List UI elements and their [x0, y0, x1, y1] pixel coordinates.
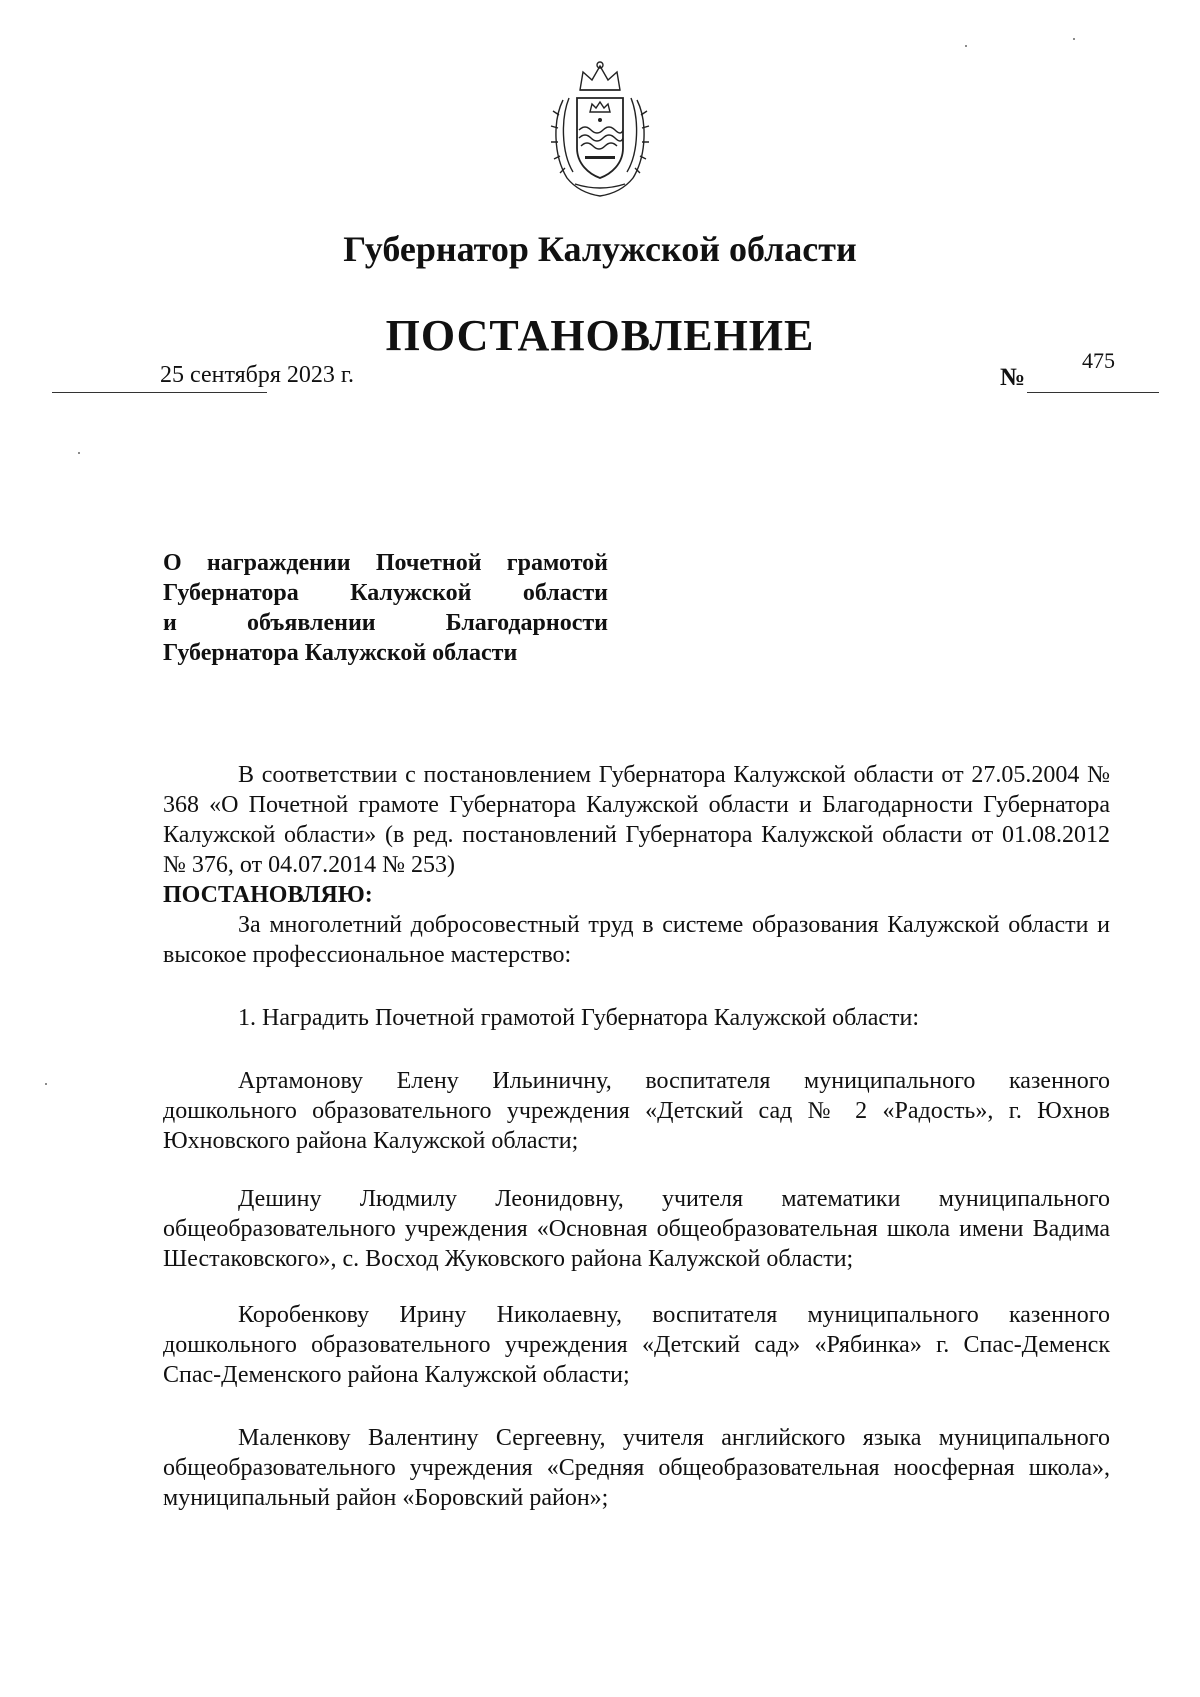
number-sign: № [1000, 364, 1026, 391]
resolve-heading: ПОСТАНОВЛЯЮ: [163, 882, 373, 908]
awardee-entry: Коробенкову Ирину Николаевну, воспитателя муниципального казенного дошкольного образовательного учреждения «Детский сад» «Рябинка» г. Спас-Деменск Спас-Деменского района Калужской области; [163, 1302, 1110, 1388]
scan-speck [1073, 38, 1075, 40]
issuing-authority: Губернатор Калужской области [343, 229, 857, 269]
reason-paragraph: За многолетний добросовестный труд в системе образования Калужской области и высокое профессиональное мастерство: [163, 912, 1110, 968]
date-underline [52, 392, 267, 393]
scan-speck [78, 452, 80, 454]
document-type-title: ПОСТАНОВЛЕНИЕ [385, 311, 815, 360]
item-1-heading: 1. Наградить Почетной грамотой Губернатора Калужской области: [238, 1005, 920, 1031]
awardee-entry: Артамонову Елену Ильиничну, воспитателя муниципального казенного дошкольного образовательного учреждения «Детский сад № 2 «Радость», г. Юхнов Юхновского района Калужской области; [163, 1068, 1110, 1154]
subject-line: Губернатора Калужской области [163, 640, 518, 666]
document-subject [163, 548, 608, 668]
coat-of-arms-emblem [545, 60, 655, 200]
number-underline [1027, 392, 1159, 393]
subject-line: Губернатора Калужской области [163, 580, 608, 606]
scan-speck [965, 45, 967, 47]
preamble-paragraph: В соответствии с постановлением Губернатора Калужской области от 27.05.2004 № 368 «О Почетной грамоте Губернатора Калужской области и Благодарности Губернатора Калужской области» (в ред. постановлений Губернатора Калужской области от 01.08.2012 № 376, от 04.07.2014 № 253) [163, 762, 1110, 878]
subject-line: О награждении Почетной грамотой [163, 550, 608, 576]
document-date: 25 сентября 2023 г. [160, 362, 355, 388]
awardee-entry: Дешину Людмилу Леонидовну, учителя математики муниципального общеобразовательного учреждения «Основная общеобразовательная школа имени Вадима Шестаковского», с. Восход Жуковского района Калужской области; [163, 1186, 1110, 1272]
document-number: 475 [1082, 348, 1115, 373]
scan-speck [45, 1083, 47, 1085]
awardee-entry: Маленкову Валентину Сергеевну, учителя английского языка муниципального общеобразовательного учреждения «Средняя общеобразовательная ноосферная школа», муниципальный район «Боровский район»; [163, 1425, 1110, 1511]
subject-line: и объявлении Благодарности [163, 610, 608, 636]
